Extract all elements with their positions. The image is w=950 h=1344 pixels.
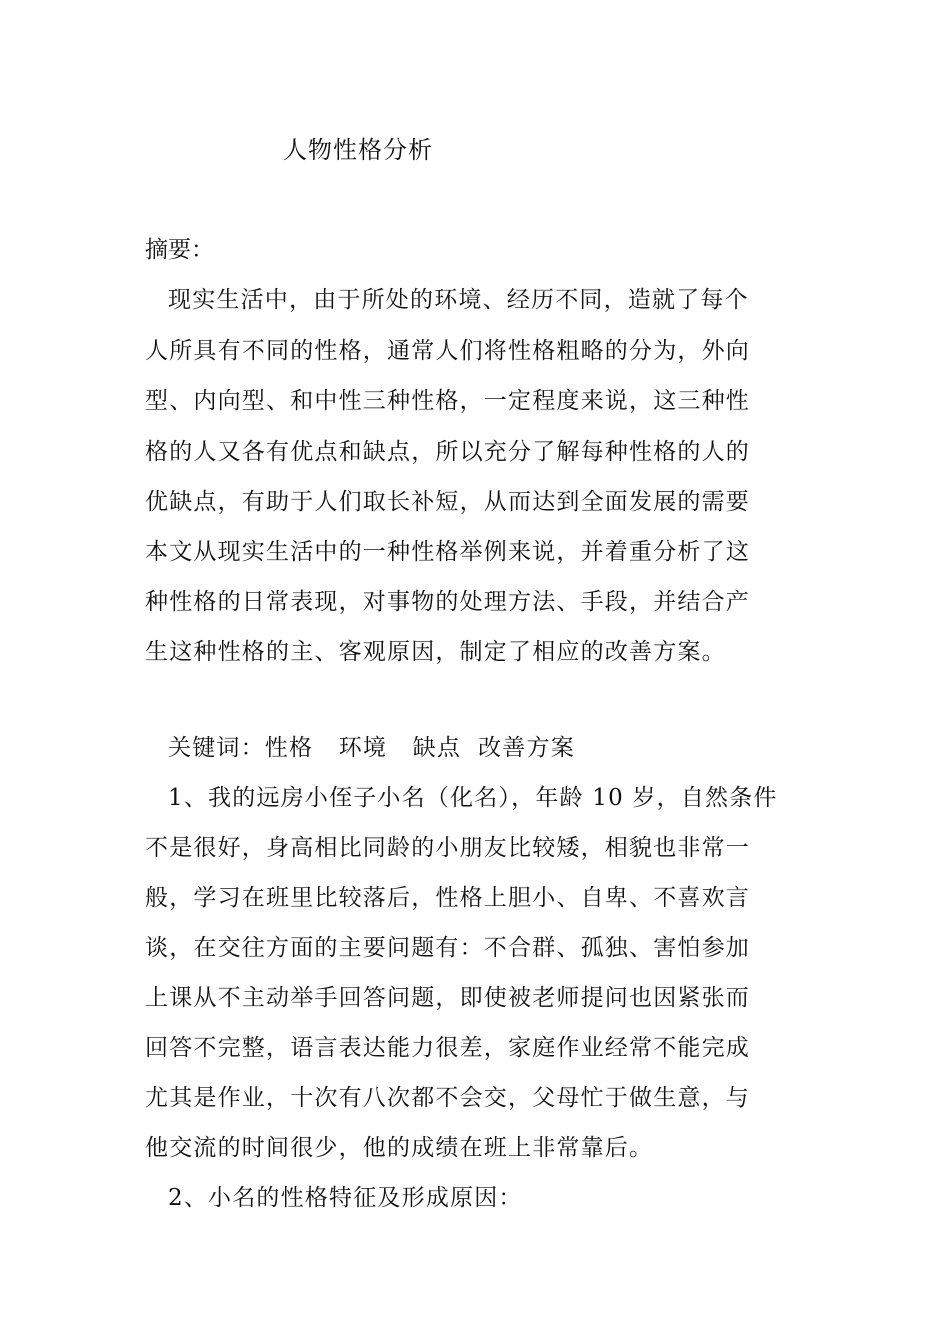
section2-heading: 2、小名的性格特征及形成原因： — [168, 1185, 523, 1211]
abstract-line: 优缺点，有助于人们取长补短，从而达到全面发展的需要 — [145, 489, 750, 515]
section1-line: 般，学习在班里比较落后，性格上胆小、自卑、不喜欢言 — [145, 885, 750, 911]
section1-line: 他交流的时间很少，他的成绩在班上非常靠后。 — [145, 1135, 654, 1161]
document-title: 人物性格分析 — [283, 136, 433, 164]
abstract-line: 生这种性格的主、客观原因，制定了相应的改善方案。 — [145, 639, 726, 665]
section1-line: 不是很好，身高相比同龄的小朋友比较矮，相貌也非常一 — [145, 835, 750, 861]
section1-line: 尤其是作业，十次有八次都不会交，父母忙于做生意，与 — [145, 1085, 750, 1111]
section1-line: 1、我的远房小侄子小名（化名），年龄 10 岁，自然条件 — [168, 785, 778, 811]
abstract-label: 摘要： — [145, 237, 214, 263]
section1-line: 回答不完整，语言表达能力很差，家庭作业经常不能完成 — [145, 1035, 750, 1061]
abstract-line: 现实生活中，由于所处的环境、经历不同，造就了每个 — [168, 287, 749, 313]
abstract-line: 型、内向型、和中性三种性格，一定程度来说，这三种性 — [145, 388, 750, 414]
abstract-line: 格的人又各有优点和缺点，所以充分了解每种性格的人的 — [145, 439, 750, 465]
abstract-line: 人所具有不同的性格，通常人们将性格粗略的分为，外向 — [145, 338, 750, 364]
abstract-line: 本文从现实生活中的一种性格举例来说，并着重分析了这 — [145, 539, 750, 565]
keywords-line: 关键词：性格 环境 缺点 改善方案 — [168, 735, 575, 761]
section1-line: 谈，在交往方面的主要问题有：不合群、孤独、害怕参加 — [145, 935, 750, 961]
abstract-line: 种性格的日常表现，对事物的处理方法、手段，并结合产 — [145, 589, 750, 615]
section1-line: 上课从不主动举手回答问题，即使被老师提问也因紧张而 — [145, 985, 750, 1011]
